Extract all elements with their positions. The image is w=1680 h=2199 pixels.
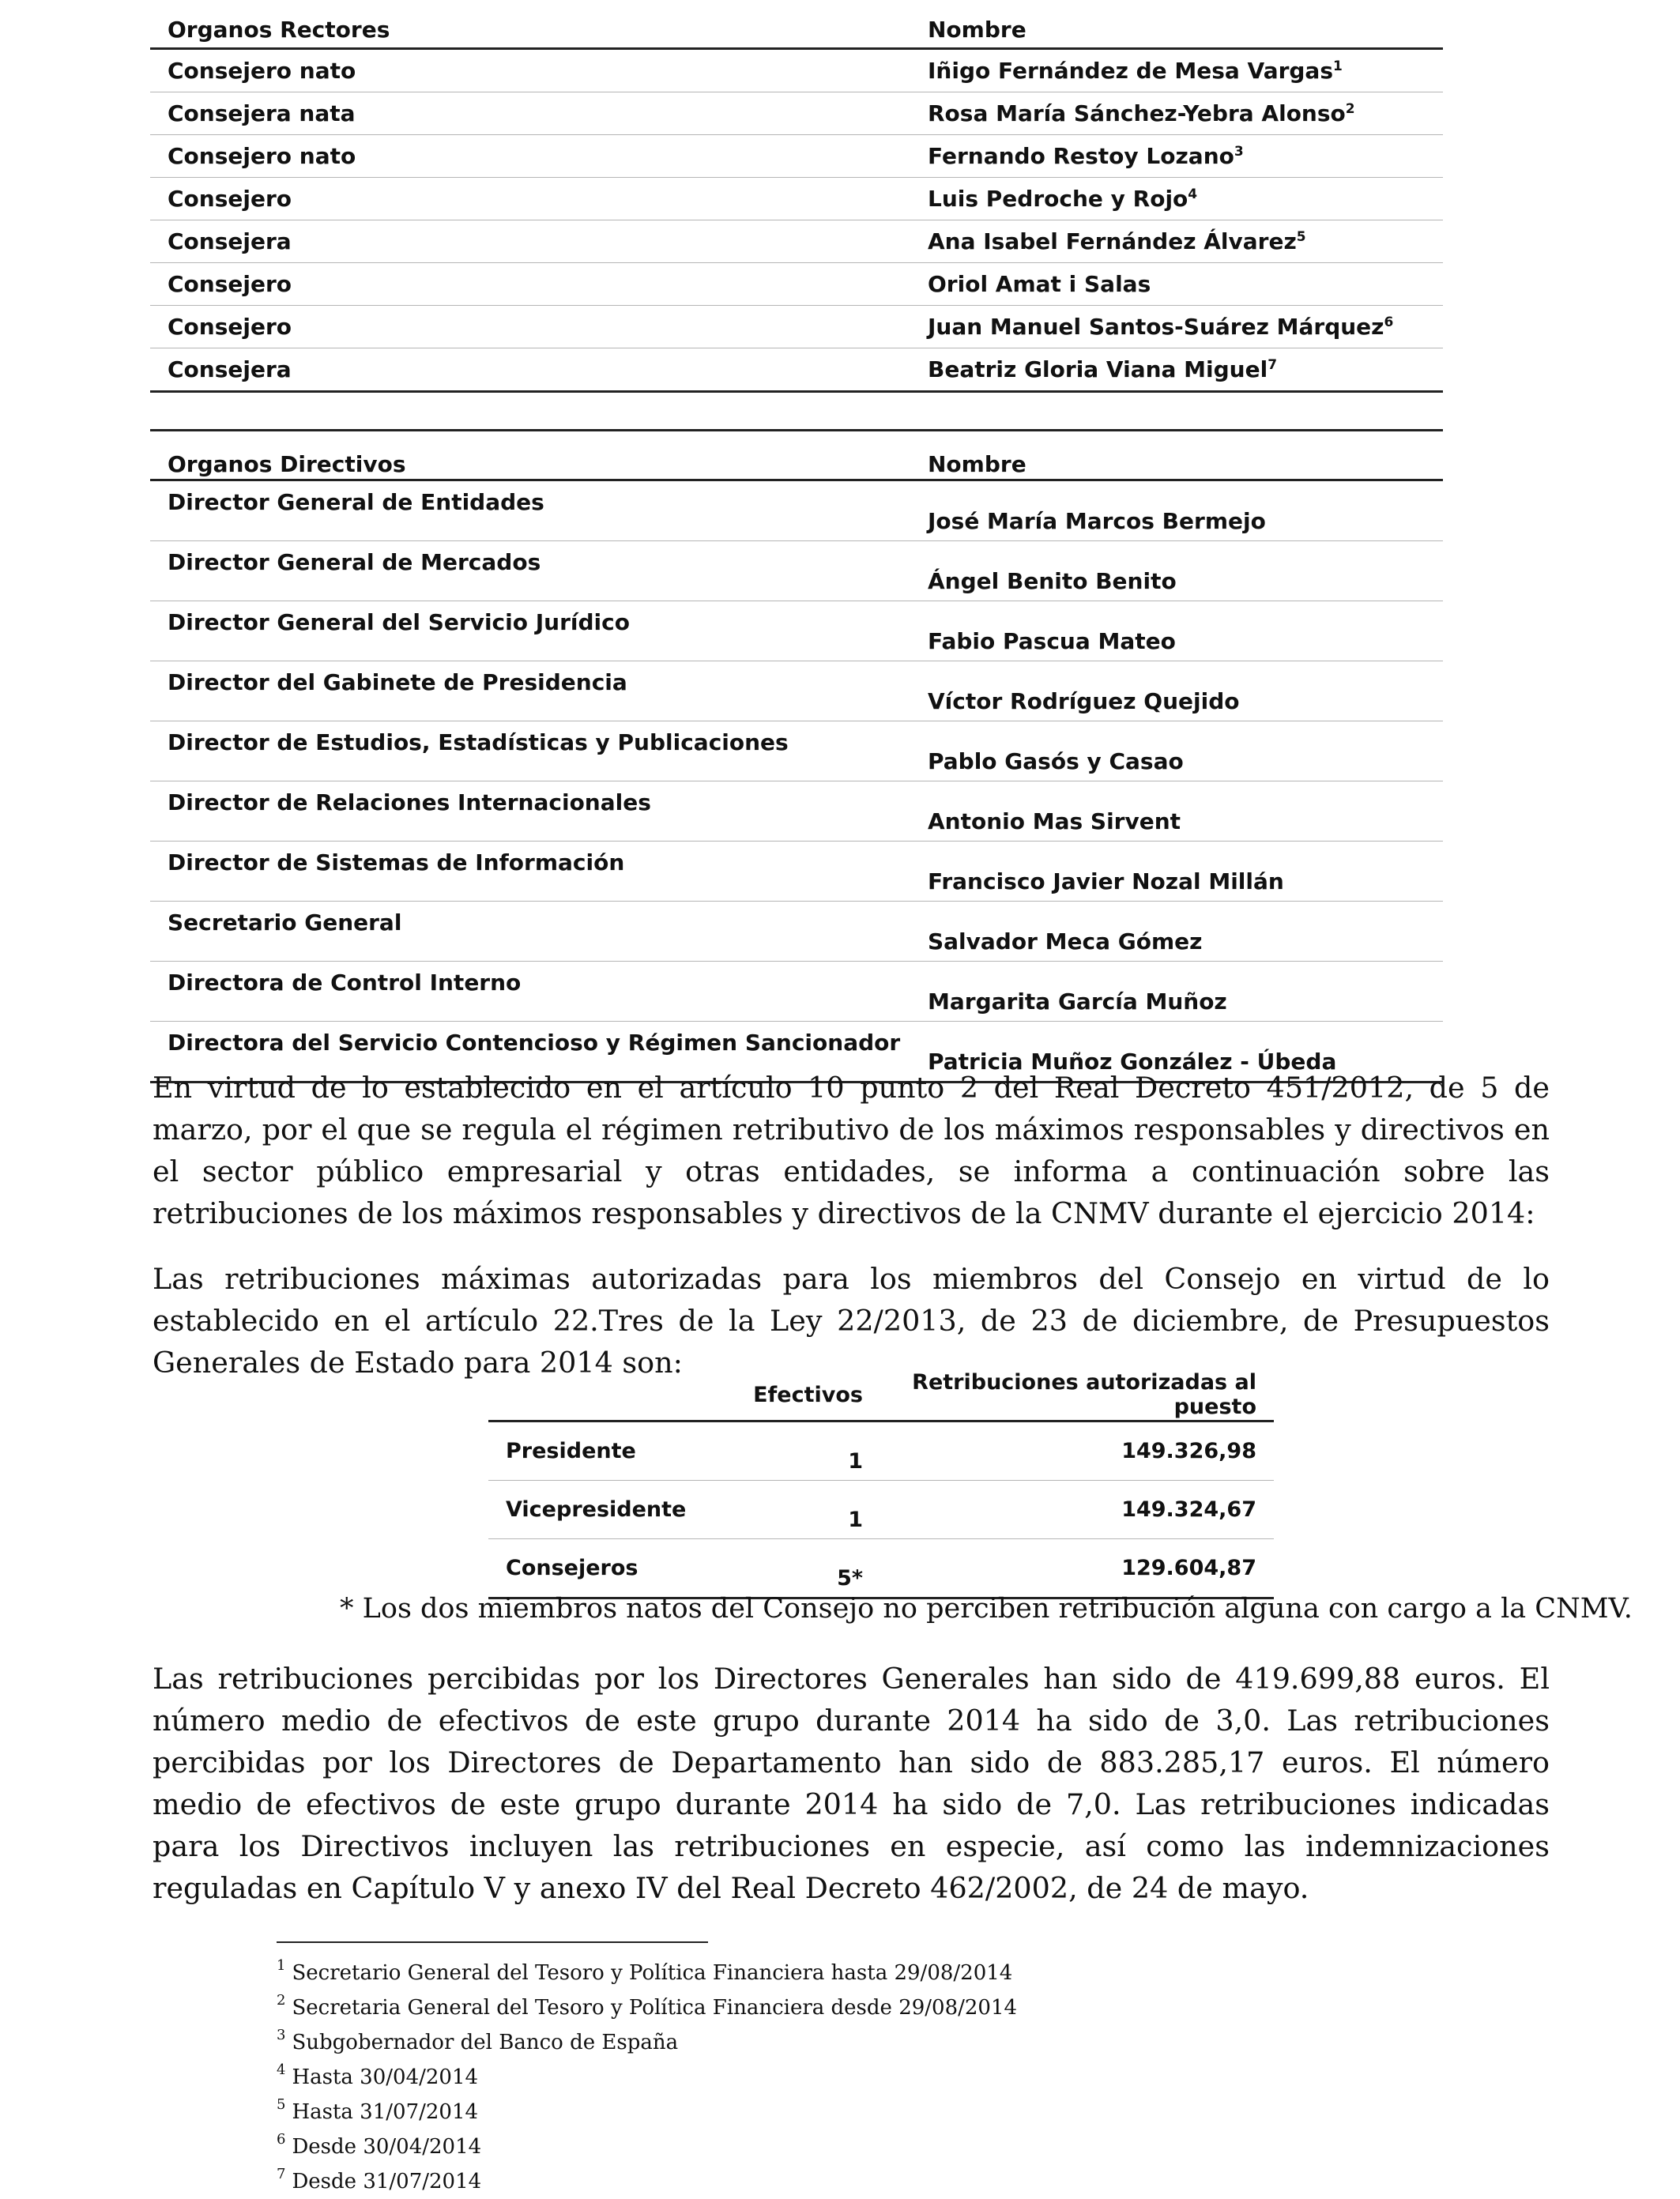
table-row [150, 541, 1443, 601]
nombre-cell [910, 178, 1443, 220]
footnotes-list [277, 1956, 1017, 2199]
table-row [150, 480, 1443, 541]
paragraph-retribuciones-maximas: Las retribuciones máximas autorizadas para los miembros del Consejo en virtud de lo establecido en el artículo 22.Tres de la Ley 22/2013, de 23 de diciembre, de Presupuestos Generales de Estado para 2014 son: [153, 1262, 1550, 1380]
nombre-cell [910, 348, 1443, 392]
table-row [150, 135, 1443, 178]
cargo-cell: Director General de Entidades [150, 480, 910, 541]
nombre-cell [910, 135, 1443, 178]
nombre-cell [910, 92, 1443, 135]
nombre-text: Luis Pedroche y Rojo [928, 186, 1188, 212]
column-header-organos-directivos: Organos Directivos [150, 431, 910, 480]
nombre-cell [910, 263, 1443, 306]
cargo-cell: Consejero [150, 306, 910, 348]
nombre-cell: Antonio Mas Sirvent [910, 781, 1443, 842]
table-row [150, 902, 1443, 962]
column-header-retribuciones: Retribuciones autorizadas al puesto [868, 1369, 1274, 1421]
nombre-text: Juan Manuel Santos-Suárez Márquez [928, 314, 1384, 340]
nombre-cell [910, 220, 1443, 263]
table-row [150, 49, 1443, 92]
footnote-text: Hasta 30/04/2014 [292, 2065, 479, 2089]
table-row [150, 962, 1443, 1022]
table-row [150, 220, 1443, 263]
cargo-cell: Presidente [488, 1421, 736, 1481]
nombre-cell: Margarita García Muñoz [910, 962, 1443, 1022]
cargo-cell: Consejeros [488, 1539, 736, 1598]
nombre-cell: Pablo Gasós y Casao [910, 721, 1443, 781]
cargo-cell: Consejera nata [150, 92, 910, 135]
table-header-row [150, 8, 1443, 49]
table-row [150, 263, 1443, 306]
footnote-number: 2 [277, 1992, 286, 2009]
footnote-ref[interactable]: 2 [1345, 101, 1355, 117]
footnote-item [277, 1990, 1017, 2025]
footnote-ref[interactable]: 6 [1384, 314, 1394, 330]
nombre-cell [910, 49, 1443, 92]
cargo-cell: Director del Gabinete de Presidencia [150, 661, 910, 721]
cargo-cell: Consejero nato [150, 49, 910, 92]
cargo-cell: Director General de Mercados [150, 541, 910, 601]
footnote-ref[interactable]: 4 [1188, 186, 1198, 202]
footnote-ref[interactable]: 3 [1234, 144, 1244, 160]
footnote-text: Subgobernador del Banco de España [292, 2031, 679, 2054]
footnote-item [277, 2164, 1017, 2199]
cargo-cell: Director de Sistemas de Información [150, 842, 910, 902]
table-row [488, 1539, 1274, 1598]
nombre-cell [910, 306, 1443, 348]
table-row [150, 661, 1443, 721]
nombre-text: Oriol Amat i Salas [928, 271, 1151, 297]
table-row [150, 306, 1443, 348]
nombre-cell: Víctor Rodríguez Quejido [910, 661, 1443, 721]
nombre-cell: Salvador Meca Gómez [910, 902, 1443, 962]
footnote-number: 3 [277, 2027, 286, 2043]
column-header-blank [488, 1369, 736, 1421]
footnote-item [277, 2129, 1017, 2164]
footnote-number: 5 [277, 2096, 286, 2113]
footnote-text: Secretario General del Tesoro y Política Financiera hasta 29/08/2014 [292, 1961, 1013, 1985]
table-row [150, 348, 1443, 392]
cargo-cell: Consejero [150, 263, 910, 306]
nombre-cell: Ángel Benito Benito [910, 541, 1443, 601]
nombre-cell: José María Marcos Bermejo [910, 480, 1443, 541]
footnote-text: Desde 30/04/2014 [292, 2135, 482, 2159]
table-header-row [488, 1369, 1274, 1421]
nombre-cell: Fabio Pascua Mateo [910, 601, 1443, 661]
footnote-number: 4 [277, 2062, 286, 2078]
column-header-nombre: Nombre [910, 8, 1443, 49]
paragraph-intro: En virtud de lo establecido en el artículo 10 punto 2 del Real Decreto 451/2012, de 5 de marzo, por el que se regula el régimen retributivo de los máximos responsables y directivos en el sector público empresarial y otras entidades, se informa a continuación sobre las retribuciones de los máximos responsables y directivos de la CNMV durante el ejercicio 2014: [153, 1071, 1550, 1230]
nombre-text: Ana Isabel Fernández Álvarez [928, 228, 1297, 254]
nombre-text: Fernando Restoy Lozano [928, 143, 1234, 169]
table-row [150, 178, 1443, 220]
footnote-ref[interactable]: 5 [1296, 229, 1306, 245]
efectivos-cell: 1 [736, 1481, 868, 1539]
table-header-row [150, 431, 1443, 480]
cargo-cell: Consejero [150, 178, 910, 220]
nombre-text: Iñigo Fernández de Mesa Vargas [928, 58, 1333, 84]
table-row [150, 601, 1443, 661]
retribuciones-table [488, 1369, 1274, 1599]
table-row [150, 781, 1443, 842]
cargo-cell: Consejera [150, 348, 910, 392]
column-header-organos-rectores: Organos Rectores [150, 8, 910, 49]
organos-rectores-table [150, 8, 1443, 393]
table-row [150, 842, 1443, 902]
footnote-number: 6 [277, 2131, 286, 2148]
table-row [488, 1421, 1274, 1481]
nombre-cell: Patricia Muñoz González - Úbeda [910, 1022, 1443, 1083]
footnote-item [277, 2095, 1017, 2129]
efectivos-cell: 1 [736, 1421, 868, 1481]
importe-cell: 129.604,87 [868, 1539, 1274, 1598]
importe-cell: 149.324,67 [868, 1481, 1274, 1539]
nombre-cell: Francisco Javier Nozal Millán [910, 842, 1443, 902]
footnote-separator [277, 1941, 708, 1943]
cargo-cell: Consejera [150, 220, 910, 263]
importe-cell: 149.326,98 [868, 1421, 1274, 1481]
footnote-item [277, 1956, 1017, 1990]
table-row [150, 92, 1443, 135]
column-header-nombre: Nombre [910, 431, 1443, 480]
table-note: * Los dos miembros natos del Consejo no perciben retribución alguna con cargo a la CNMV. [340, 1593, 1633, 1625]
nombre-text: Rosa María Sánchez-Yebra Alonso [928, 100, 1346, 126]
cargo-cell: Directora de Control Interno [150, 962, 910, 1022]
organos-directivos-table [150, 429, 1443, 1083]
paragraph-retribuciones-percibidas: Las retribuciones percibidas por los Directores Generales han sido de 419.699,88 euros. El número medio de efectivos de este grupo durante 2014 ha sido de 3,0. Las retribuciones percibidas por los Directores de Departamento han sido de 883.285,17 euros. El número medio de efectivos de este grupo durante 2014 ha sido de 7,0. Las retribuciones indicadas para los Directivos incluyen las retribuciones en especie, así como las indemnizaciones reguladas en Capítulo V y anexo IV del Real Decreto 462/2002, de 24 de mayo. [153, 1662, 1550, 1905]
cargo-cell: Directora del Servicio Contencioso y Régimen Sancionador [150, 1022, 910, 1083]
efectivos-cell: 5* [736, 1539, 868, 1598]
table-row [488, 1481, 1274, 1539]
footnote-item [277, 2025, 1017, 2060]
cargo-cell: Director General del Servicio Jurídico [150, 601, 910, 661]
cargo-cell: Director de Relaciones Internacionales [150, 781, 910, 842]
footnote-ref[interactable]: 1 [1333, 58, 1343, 74]
footnote-number: 7 [277, 2166, 286, 2182]
footnote-text: Desde 31/07/2014 [292, 2170, 482, 2193]
cargo-cell: Secretario General [150, 902, 910, 962]
column-header-efectivos: Efectivos [736, 1369, 868, 1421]
nombre-text: Beatriz Gloria Viana Miguel [928, 356, 1268, 382]
footnote-number: 1 [277, 1957, 286, 1974]
cargo-cell: Consejero nato [150, 135, 910, 178]
footnote-text: Secretaria General del Tesoro y Política Financiera desde 29/08/2014 [292, 1996, 1018, 2020]
cargo-cell: Director de Estudios, Estadísticas y Publicaciones [150, 721, 910, 781]
cargo-cell: Vicepresidente [488, 1481, 736, 1539]
footnote-ref[interactable]: 7 [1268, 357, 1278, 373]
footnote-item [277, 2060, 1017, 2095]
footnote-text: Hasta 31/07/2014 [292, 2100, 479, 2124]
table-row [150, 721, 1443, 781]
